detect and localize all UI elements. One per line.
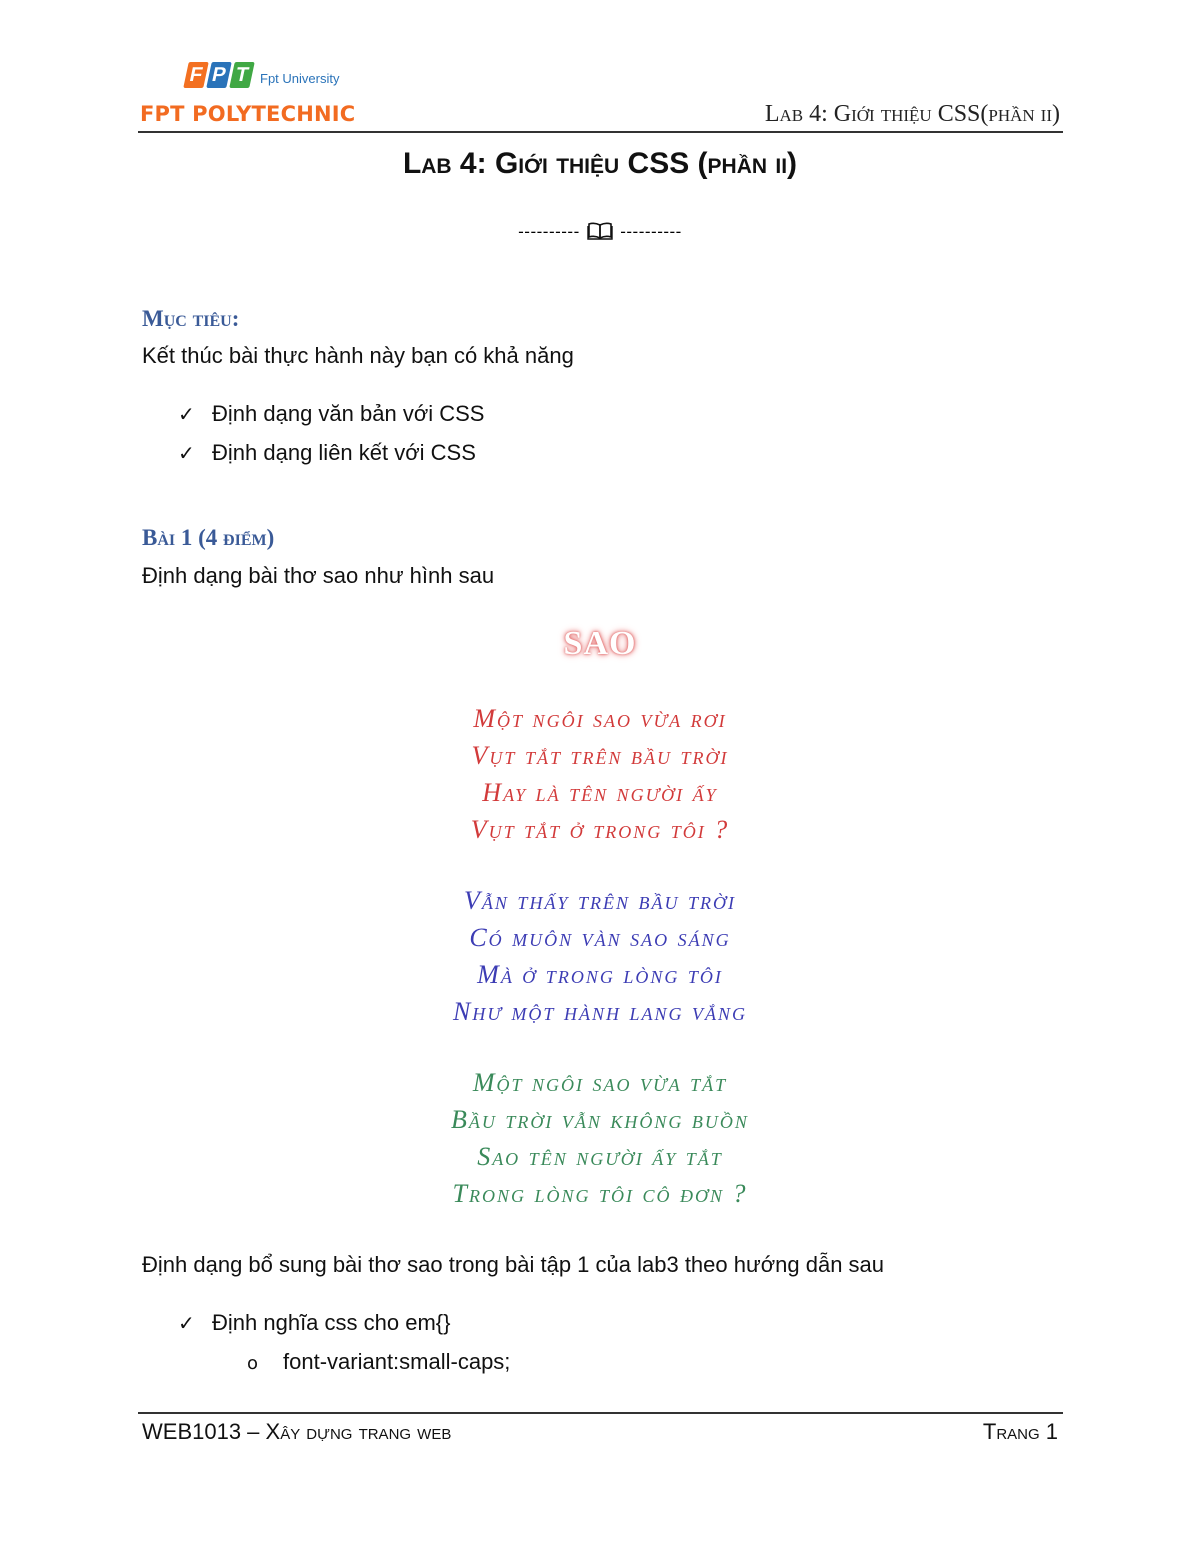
ornament-dashes-right: ----------: [620, 222, 682, 241]
instruction-subitem: [247, 1349, 510, 1375]
logo-letter-t: T: [229, 62, 255, 88]
page-title: Lab 4: Giới thiệu CSS (phần ii): [402, 147, 798, 180]
circle-bullet-icon: o: [247, 1353, 259, 1374]
poem-stanza: [0, 700, 1200, 848]
objective-item: [178, 440, 476, 466]
instructions-intro: Định dạng bổ sung bài thơ sao trong bài tập 1 của lab3 theo hướng dẫn sau: [142, 1252, 885, 1277]
footer-divider: [138, 1412, 1063, 1414]
logo-letter-p: P: [206, 62, 232, 88]
objective-item-text: Định dạng liên kết với CSS: [212, 440, 476, 465]
poem-stanza: [0, 882, 1200, 1030]
poem-line: Một ngôi sao vừa tắt: [472, 1068, 728, 1097]
logo-letter-f: F: [183, 62, 209, 88]
poem-line: Bầu trời vẫn không buồn: [451, 1105, 749, 1134]
poem-line: Vẫn thấy trên bầu trời: [464, 886, 736, 915]
footer-page-number: Trang 1: [982, 1419, 1058, 1444]
brand-name: FPT POLYTECHNIC: [140, 102, 356, 126]
exercise1-heading: Bài 1 (4 điểm): [142, 525, 275, 550]
poem-line: Có muôn vàn sao sáng: [469, 923, 731, 952]
objective-item: [178, 401, 484, 427]
objectives-heading: Mục tiêu:: [142, 306, 240, 331]
ornament-dashes-left: ----------: [518, 222, 580, 241]
objectives-intro: Kết thúc bài thực hành này bạn có khả năng: [142, 343, 574, 368]
checkmark-icon: ✓: [178, 1311, 195, 1335]
poem-line: Sao tên người ấy tắt: [477, 1142, 723, 1171]
logo-university-text: Fpt University: [260, 70, 340, 86]
header-divider: [138, 131, 1063, 133]
checkmark-icon: ✓: [178, 402, 195, 426]
objective-item-text: Định dạng văn bản với CSS: [212, 401, 485, 426]
poem-title: SAO: [563, 625, 637, 662]
footer-course: WEB1013 – Xây dựng trang web: [142, 1419, 452, 1444]
poem-figure: [0, 620, 1200, 1212]
fpt-logo: [186, 57, 339, 93]
poem-line: Mà ở trong lòng tôi: [477, 960, 723, 989]
poem-line: Trong lòng tôi cô đơn ?: [452, 1179, 748, 1208]
poem-line: Hay là tên người ấy: [482, 778, 718, 807]
instruction-item: [178, 1310, 450, 1336]
poem-line: Vụt tắt trên bầu trời: [471, 741, 729, 770]
instruction-subitem-text: font-variant:small-caps;: [283, 1349, 511, 1374]
header-lab-title: Lab 4: Giới thiệu CSS(phần ii): [764, 101, 1060, 127]
poem-line: Một ngôi sao vừa rơi: [473, 704, 727, 733]
poem-line: Như một hành lang vắng: [453, 997, 747, 1026]
title-ornament: [0, 222, 1200, 242]
exercise1-intro: Định dạng bài thơ sao như hình sau: [142, 563, 495, 588]
poem-stanza: [0, 1064, 1200, 1212]
poem-stanzas: [0, 700, 1200, 1212]
book-icon: [587, 222, 613, 240]
instruction-item-text: Định nghĩa css cho em{}: [212, 1310, 451, 1335]
checkmark-icon: ✓: [178, 441, 195, 465]
poem-line: Vụt tắt ở trong tôi ?: [470, 815, 730, 844]
